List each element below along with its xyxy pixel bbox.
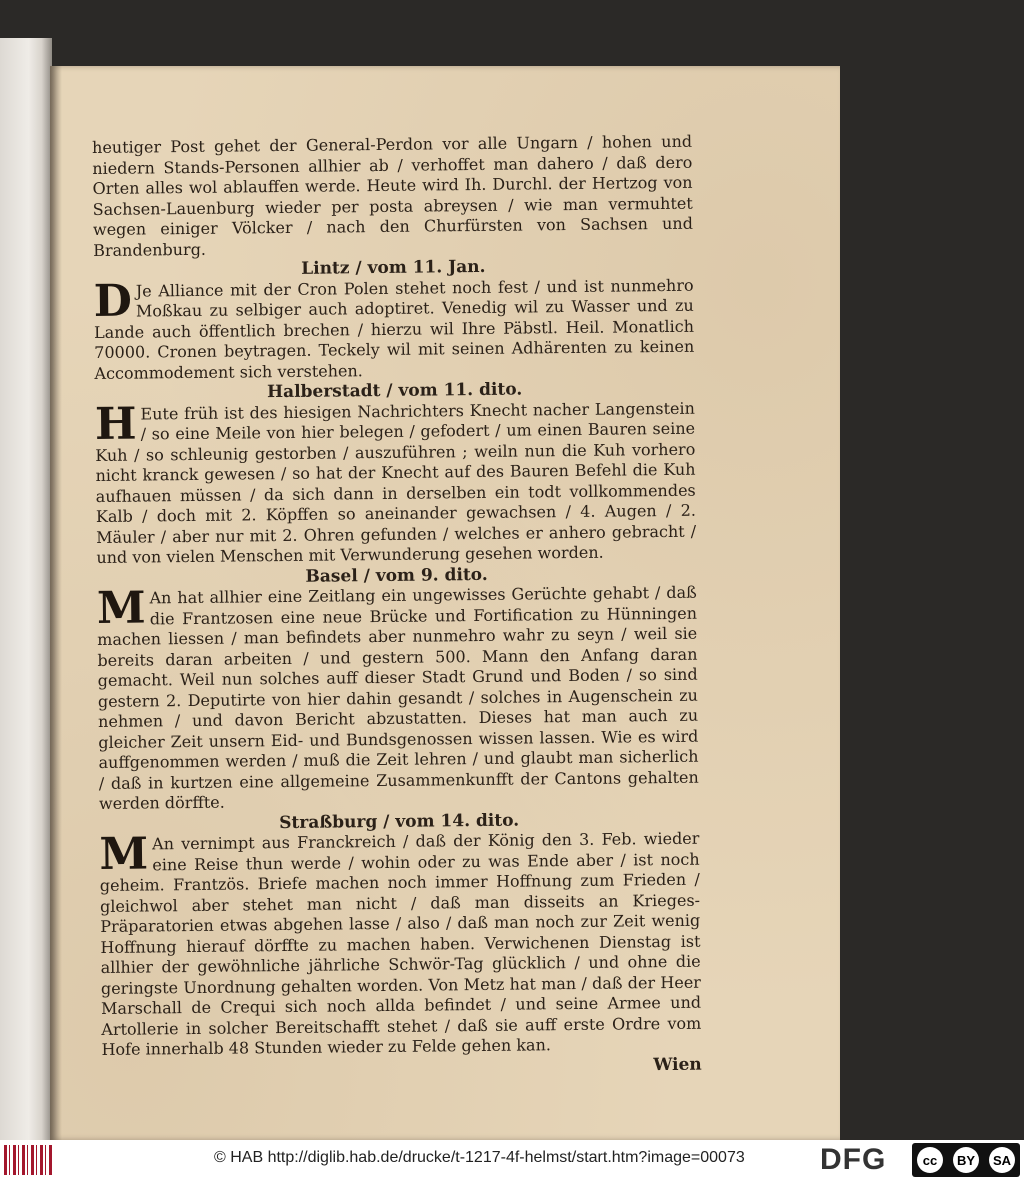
copyright-link[interactable]: © HAB http://diglib.hab.de/drucke/t-1217-4f-helmst/start.htm?image=00073	[214, 1149, 745, 1166]
paragraph-basel-text: An hat allhier eine Zeitlang ein ungewisses Gerüchte gehabt / daß die Frantzosen eine neue Brücke und Fortification zu Hünningen machen liessen / man befindets aber nunmehro wahr zu seyn / weil sie bereits daran arbeiten / und gestern 500. Mann den Anfang daran gemacht. Weil nun solches auff dieser Stadt Grund und Boden / so sind gestern 2. Deputirte von hier dahin gesandt / solches in Augenschein zu nehmen / und davon Bericht abzustatten. Dieses hat man auch zu gleicher Zeit unsern Eid- und Bundsgenossen wissen lassen. Wie es wird auffgenommen werden / muß die Zeit lehren / und glaubt man sicherlich / daß in kurtzen eine allgemeine Zusammenkunfft der Cantons gehalten werden dörffte.	[97, 582, 699, 813]
heading-basel: Basel / vom 9. dito.	[305, 564, 488, 587]
drop-cap-initial: M	[96, 582, 146, 634]
barcode-icon	[4, 1145, 52, 1175]
heading-halberstadt: Halberstadt / vom 11. dito.	[266, 379, 523, 403]
dfg-logo[interactable]: DFG	[820, 1143, 887, 1176]
paragraph-intro: heutiger Post gehet der General-Perdon vor alle Ungarn / hohen und niedern Stands-Personen allhier ab / verhoffet man dahero / daß dero Orten alles wol ablauffen werde. Heute wird Ih. Durchl. der Hertzog von Sachsen-Lauenburg wieder per posta abreysen / wie man vermuhtet wegen einiger Völcker / nach den Churfürsten von Sachsen und Brandenburg.	[92, 131, 694, 260]
heading-lintz: Lintz / vom 11. Jan.	[301, 256, 486, 279]
paragraph-halberstadt-text: Eute früh ist des hiesigen Nachrichters Knecht nacher Langenstein / so eine Meile von hier belegen / gefodert / um einen Bauren seine Kuh / so schleunig gestorben / auszuführen ; weiln nun die Kuh vorhero nicht kranck gewesen / so hat der Knecht auf des Bauren Befehl die Kuh aufhauen müssen / da sich dann in derselben ein todt vollkommendes Kalb / doch mit 2. Köpffen so aneinander gewachsen / 4. Augen / 2. Mäuler / aber nur mit 2. Ohren gefunden / welches er anhero gebracht / und von vielen Menschen mit Verwunderung gesehen worden.	[95, 398, 697, 567]
drop-cap-initial: H	[94, 398, 137, 450]
drop-cap-initial: M	[99, 828, 149, 880]
footer-bar	[0, 1140, 1024, 1180]
heading-strassburg: Straßburg / vom 14. dito.	[279, 810, 520, 833]
page-gutter-shadow	[50, 66, 62, 1140]
sa-icon: SA	[989, 1147, 1015, 1173]
paragraph-basel	[97, 583, 699, 815]
paragraph-halberstadt	[95, 398, 697, 568]
paragraph-strassburg-text: An vernimpt aus Franckreich / daß der König den 3. Feb. wieder eine Reise thun werde / wohin oder zu was Ende aber / ist noch geheim. Frantzös. Briefe machen noch immer Hoffnung zum Frieden / gleichwol aber stehet man nicht / daß man disseits an Krieges-Präparatorien etwas abgehen lasse / also / daß man noch zur Zeit wenig Hoffnung hierauf dörffte zu machen haben. Verwichenen Dienstag ist allhier der gewöhnliche jährliche Schwör-Tag glücklich / und ohne die geringste Unordnung gehalten worden. Von Metz hat man / daß der Heer Marschall de Crequi sich noch allda befindet / und seine Armee und Artollerie in solcher Bereitschafft stehet / daß sie auff erste Ordre vom Hofe innerhalb 48 Stunden wieder zu Felde gehen kan.	[99, 828, 702, 1059]
drop-cap-initial: D	[93, 275, 133, 327]
cc-icon: cc	[917, 1147, 943, 1173]
cc-license-badge[interactable]	[912, 1143, 1020, 1177]
catchword: Wien	[653, 1054, 702, 1075]
left-page-edge	[0, 38, 52, 1140]
by-icon: BY	[953, 1147, 979, 1173]
paragraph-lintz-text: Je Alliance mit der Cron Polen stehet noch fest / und ist nunmehro Moßkau zu selbiger auch adoptiret. Venedig wil zu Wasser und zu Lande auch öffentlich brechen / hierzu wil Ihre Päbstl. Heil. Monatlich 70000. Cronen beytragen. Teckely wil mit seinen Adhärenten zu keinen Accommodement sich verstehen.	[93, 275, 695, 383]
paragraph-lintz	[94, 275, 695, 384]
page-text	[92, 132, 702, 1081]
paragraph-strassburg	[99, 829, 701, 1061]
